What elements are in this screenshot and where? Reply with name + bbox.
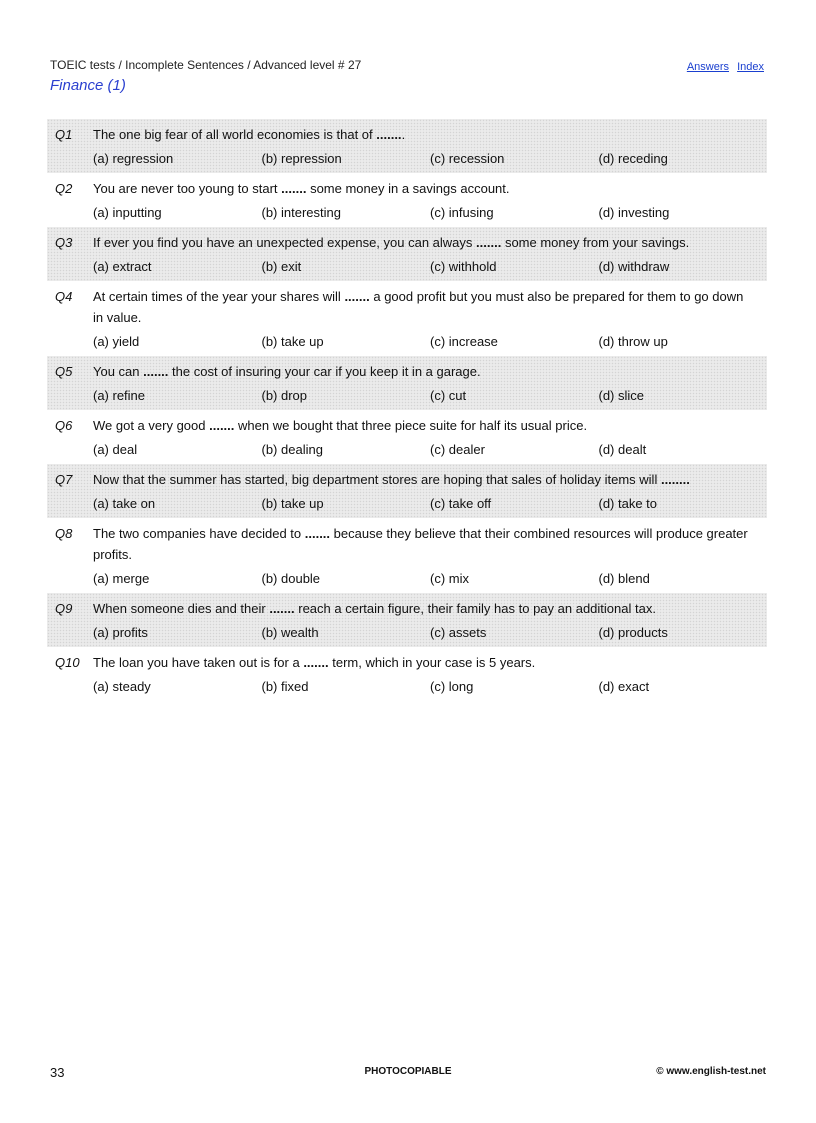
answer-option: (d) blend: [598, 571, 650, 586]
question-text: [93, 469, 767, 490]
section-title: Finance (1): [50, 77, 126, 94]
question-text-segment: when we bought that three piece suite for half its usual price.: [234, 418, 588, 433]
question-text-segment: some money from your savings.: [501, 235, 690, 250]
question-text-segment: term, which in your case is 5 years.: [328, 655, 536, 670]
answer-option: (b) drop: [261, 388, 308, 403]
answer-option: (a) deal: [93, 442, 138, 457]
answer-option: (d) receding: [598, 151, 668, 166]
question-block: [47, 410, 767, 464]
question-text-segment: Now that the summer has started, big department stores are hoping that sales of holiday items will: [93, 472, 661, 487]
question-text-segment: because they believe that their combined resources will produce greater profits.: [93, 526, 748, 562]
question-block: [47, 227, 767, 281]
answer-blank: .......: [304, 526, 331, 541]
answer-option: (d) withdraw: [598, 259, 670, 274]
answer-blank: .......: [209, 418, 235, 433]
answer-option: (a) refine: [93, 388, 146, 403]
answer-blank: .......: [269, 601, 295, 616]
question-number: Q8: [55, 526, 73, 541]
answer-blank: .......: [143, 364, 169, 379]
answer-option: (c) increase: [430, 334, 498, 349]
copyright-notice: © www.english-test.net: [656, 1066, 766, 1077]
answer-blank: .......: [376, 127, 402, 142]
question-text-segment: reach a certain figure, their family has to pay an additional tax.: [294, 601, 656, 616]
question-number: Q4: [55, 289, 73, 304]
question-text-segment: You are never too young to start: [93, 181, 282, 196]
answer-option: (b) take up: [261, 334, 324, 349]
answers-link[interactable]: Answers: [686, 61, 730, 73]
answer-option: (c) assets: [430, 625, 487, 640]
answer-options: [93, 495, 767, 512]
question-list: [47, 119, 767, 701]
question-text-segment: The two companies have decided to: [93, 526, 305, 541]
answer-blank: .......: [303, 655, 329, 670]
answer-option: (d) exact: [598, 679, 650, 694]
question-text-segment: You can: [93, 364, 144, 379]
answer-option: (a) merge: [93, 571, 150, 586]
answer-option: (b) fixed: [261, 679, 309, 694]
answer-option: (c) withhold: [430, 259, 497, 274]
question-text: [93, 286, 767, 328]
answer-option: (b) double: [261, 571, 321, 586]
page-number: 33: [50, 1065, 65, 1080]
answer-options: [93, 441, 767, 458]
answer-option: (d) slice: [598, 388, 645, 403]
question-text-segment: If ever you find you have an unexpected expense, you can always: [93, 235, 477, 250]
answer-blank: .......: [476, 235, 502, 250]
question-number: Q3: [55, 235, 73, 250]
question-text: [93, 361, 767, 382]
answer-option: (d) dealt: [598, 442, 647, 457]
answer-options: [93, 204, 767, 221]
question-text-segment: .: [401, 127, 406, 142]
answer-option: (a) regression: [93, 151, 174, 166]
question-text-segment: When someone dies and their: [93, 601, 270, 616]
answer-option: (b) take up: [261, 496, 324, 511]
answer-option: (a) steady: [93, 679, 151, 694]
answer-option: (a) profits: [93, 625, 148, 640]
header-links: [682, 61, 764, 73]
answer-option: (a) inputting: [93, 205, 162, 220]
answer-option: (c) dealer: [430, 442, 485, 457]
answer-option: (b) interesting: [261, 205, 341, 220]
question-number: Q1: [55, 127, 73, 142]
question-text-segment: The one big fear of all world economies is that of: [93, 127, 377, 142]
answer-option: (b) dealing: [261, 442, 323, 457]
question-text-segment: We got a very good: [93, 418, 210, 433]
answer-options: [93, 258, 767, 275]
answer-option: (d) investing: [598, 205, 670, 220]
answer-option: (a) take on: [93, 496, 156, 511]
answer-option: (b) wealth: [261, 625, 319, 640]
question-block: [47, 356, 767, 410]
answer-option: (a) yield: [93, 334, 140, 349]
answer-blank: ........: [660, 472, 690, 487]
answer-option: (c) long: [430, 679, 474, 694]
question-text: [93, 415, 767, 436]
answer-option: (c) recession: [430, 151, 505, 166]
answer-option: (a) extract: [93, 259, 152, 274]
answer-option: (d) products: [598, 625, 668, 640]
document-header: TOEIC tests / Incomplete Sentences / Advanced level # 27: [50, 58, 362, 72]
answer-options: [93, 678, 767, 695]
question-number: Q6: [55, 418, 73, 433]
question-block: [47, 281, 767, 356]
answer-option: (c) infusing: [430, 205, 494, 220]
question-text: [93, 124, 767, 145]
question-block: [47, 464, 767, 518]
question-number: Q7: [55, 472, 73, 487]
index-link[interactable]: Index: [737, 61, 764, 73]
answer-options: [93, 570, 767, 587]
answer-option: (d) take to: [598, 496, 658, 511]
question-text-segment: the cost of insuring your car if you keep it in a garage.: [168, 364, 481, 379]
question-number: Q2: [55, 181, 73, 196]
question-block: [47, 647, 767, 701]
answer-blank: .......: [344, 289, 370, 304]
answer-options: [93, 387, 767, 404]
question-text: [93, 652, 767, 673]
question-text: [93, 598, 767, 619]
question-block: [47, 173, 767, 227]
question-block: [47, 518, 767, 593]
question-text-segment: At certain times of the year your shares will: [93, 289, 345, 304]
answer-option: (c) cut: [430, 388, 467, 403]
answer-option: (c) take off: [430, 496, 492, 511]
question-number: Q10: [55, 655, 80, 670]
answer-options: [93, 150, 767, 167]
photocopiable-label: PHOTOCOPIABLE: [364, 1066, 452, 1077]
answer-option: (b) repression: [261, 151, 342, 166]
question-number: Q9: [55, 601, 73, 616]
answer-blank: .......: [281, 181, 307, 196]
answer-option: (d) throw up: [598, 334, 668, 349]
answer-options: [93, 624, 767, 641]
question-text: [93, 178, 767, 199]
question-block: [47, 119, 767, 173]
question-text-segment: The loan you have taken out is for a: [93, 655, 304, 670]
question-block: [47, 593, 767, 647]
answer-option: (b) exit: [261, 259, 302, 274]
question-text-segment: some money in a savings account.: [306, 181, 510, 196]
answer-options: [93, 333, 767, 350]
question-text: [93, 523, 767, 565]
question-number: Q5: [55, 364, 73, 379]
question-text: [93, 232, 767, 253]
answer-option: (c) mix: [430, 571, 469, 586]
question-text-segment: a good profit but you must also be prepared for them to go down in value.: [93, 289, 744, 325]
